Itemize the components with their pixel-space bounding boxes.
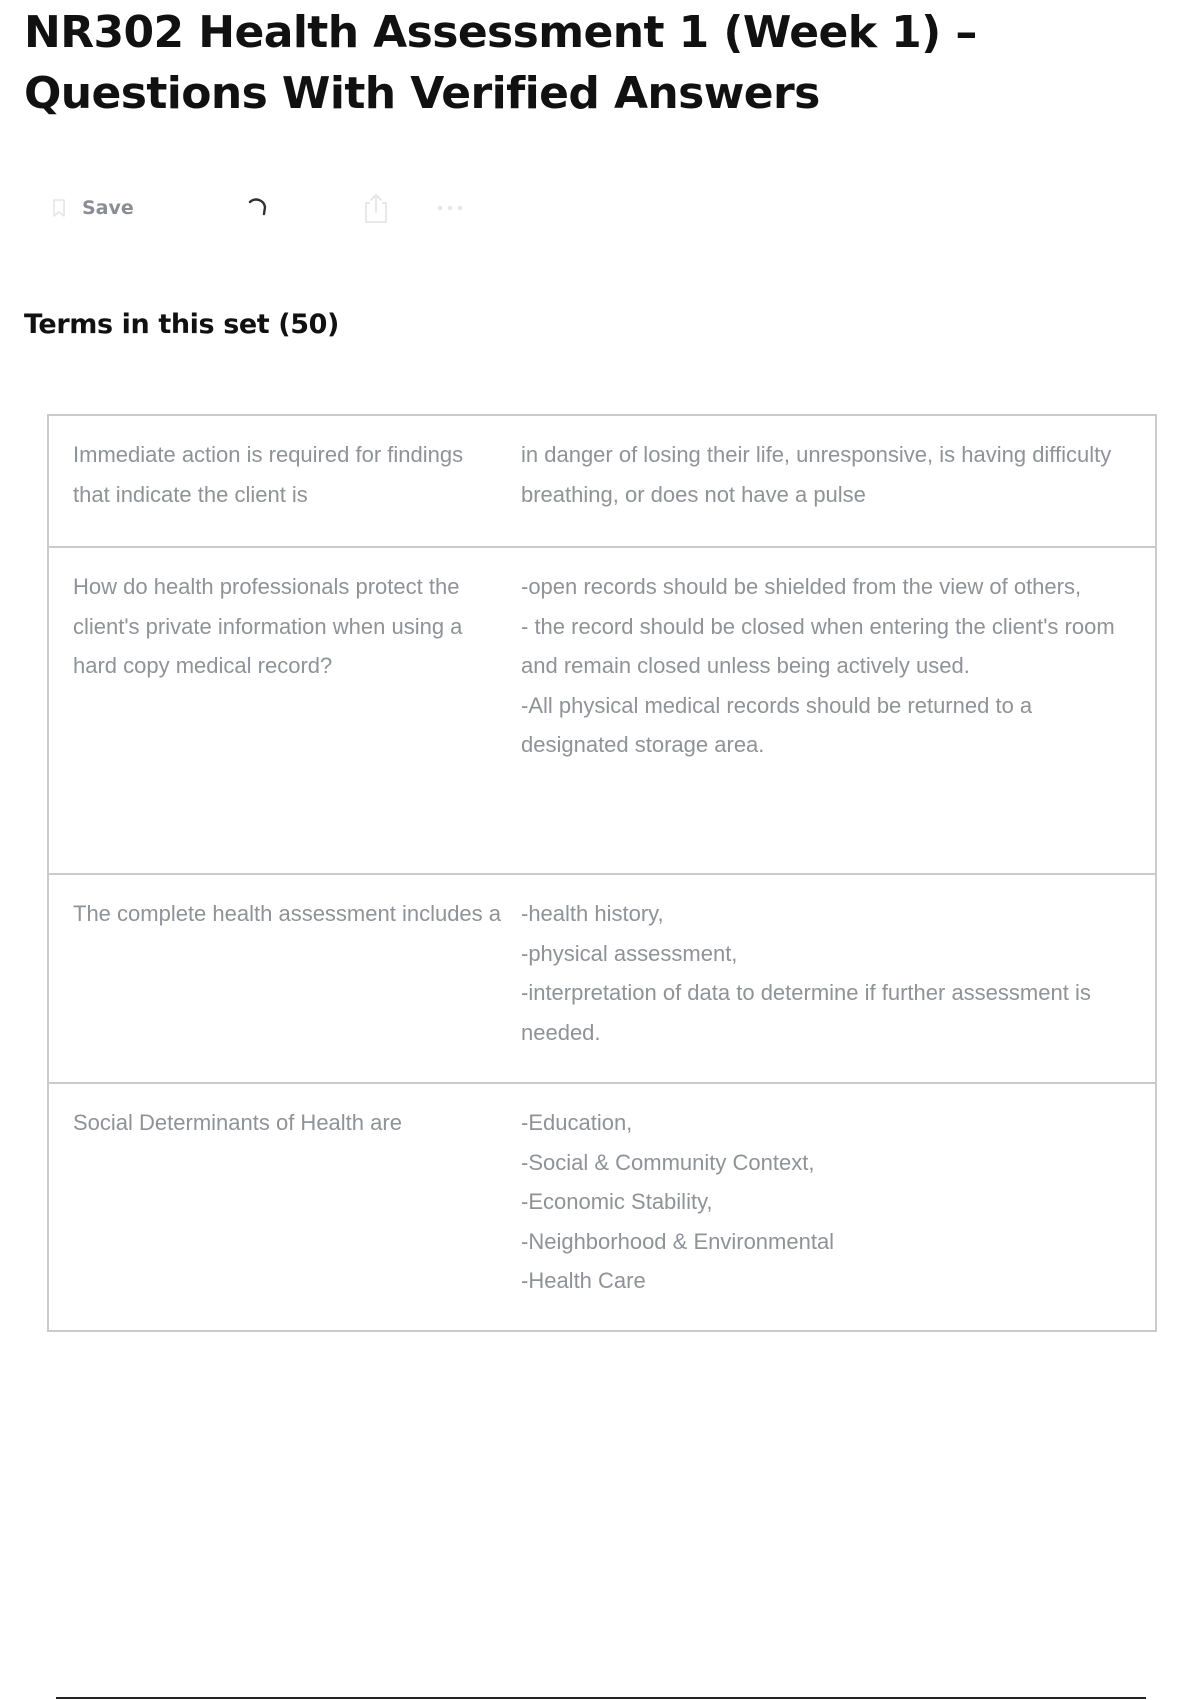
more-options-button[interactable] [435, 188, 465, 228]
more-icon [435, 203, 465, 213]
term-card[interactable] [49, 546, 1155, 873]
share-button[interactable] [363, 188, 389, 228]
term-text: Immediate action is required for findings that indicate the client is [73, 442, 464, 507]
terms-table [47, 414, 1157, 1332]
definition-text: in danger of losing their life, unresponsive, is having difficulty breathing, or does not have a pulse [521, 442, 1112, 507]
save-label: Save [82, 197, 134, 219]
term-text: Social Determinants of Health are [73, 1110, 402, 1135]
page-title: NR302 Health Assessment 1 (Week 1) – Questions With Verified Answers [24, 7, 977, 119]
toolbar [50, 188, 510, 228]
loading-indicator [242, 188, 272, 228]
share-icon [363, 192, 389, 224]
term-card[interactable] [49, 873, 1155, 1082]
term-card[interactable] [49, 1082, 1155, 1330]
bottom-divider [56, 1697, 1146, 1699]
term-text: How do health professionals protect the client's private information when using a hard copy medical record? [73, 574, 463, 678]
terms-heading: Terms in this set (50) [24, 309, 339, 340]
spinner-icon [242, 193, 272, 223]
save-button[interactable] [52, 188, 134, 228]
bookmark-icon [52, 199, 66, 217]
term-text: The complete health assessment includes a [73, 901, 502, 926]
definition-text: -open records should be shielded from the view of others, - the record should be closed when entering the client's room and remain closed unless being actively used. -All physical medical records should be returned to a designated storage area. [521, 574, 1115, 757]
definition-text: -Education, -Social & Community Context, -Economic Stability, -Neighborhood & Environmental -Health Care [521, 1110, 835, 1293]
term-card[interactable] [49, 416, 1155, 546]
definition-text: -health history, -physical assessment, -interpretation of data to determine if further assessment is needed. [521, 901, 1091, 1045]
